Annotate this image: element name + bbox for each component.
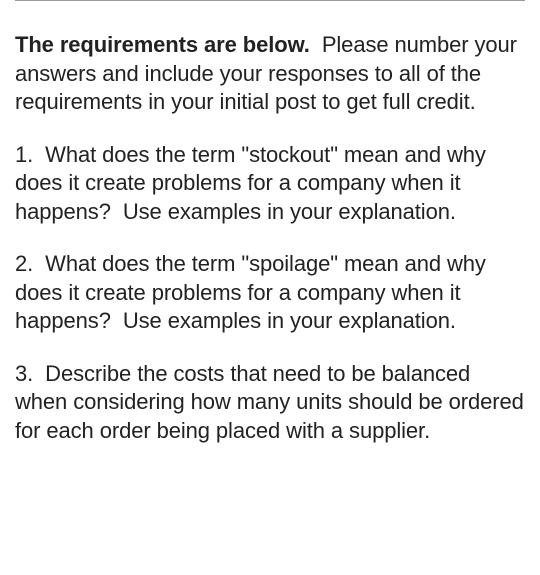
intro-paragraph: [15, 31, 527, 117]
question-3: 3. Describe the costs that need to be balanced when considering how many units should be ordered for each order being placed with a supplier.: [15, 360, 530, 443]
intro-instructions: Please number your answers and include your responses to all of the requirements in your initial post to get full credit.: [15, 32, 523, 114]
intro-heading: The requirements are below.: [15, 32, 310, 57]
question-2: 2. What does the term "spoilage" mean and why does it create problems for a company when it happens? Use examples in your explanation.: [15, 251, 492, 333]
top-divider: [15, 0, 525, 1]
requirements-text: [15, 31, 530, 445]
question-1: 1. What does the term "stockout" mean and why does it create problems for a company when it happens? Use examples in your explanation.: [15, 141, 492, 224]
